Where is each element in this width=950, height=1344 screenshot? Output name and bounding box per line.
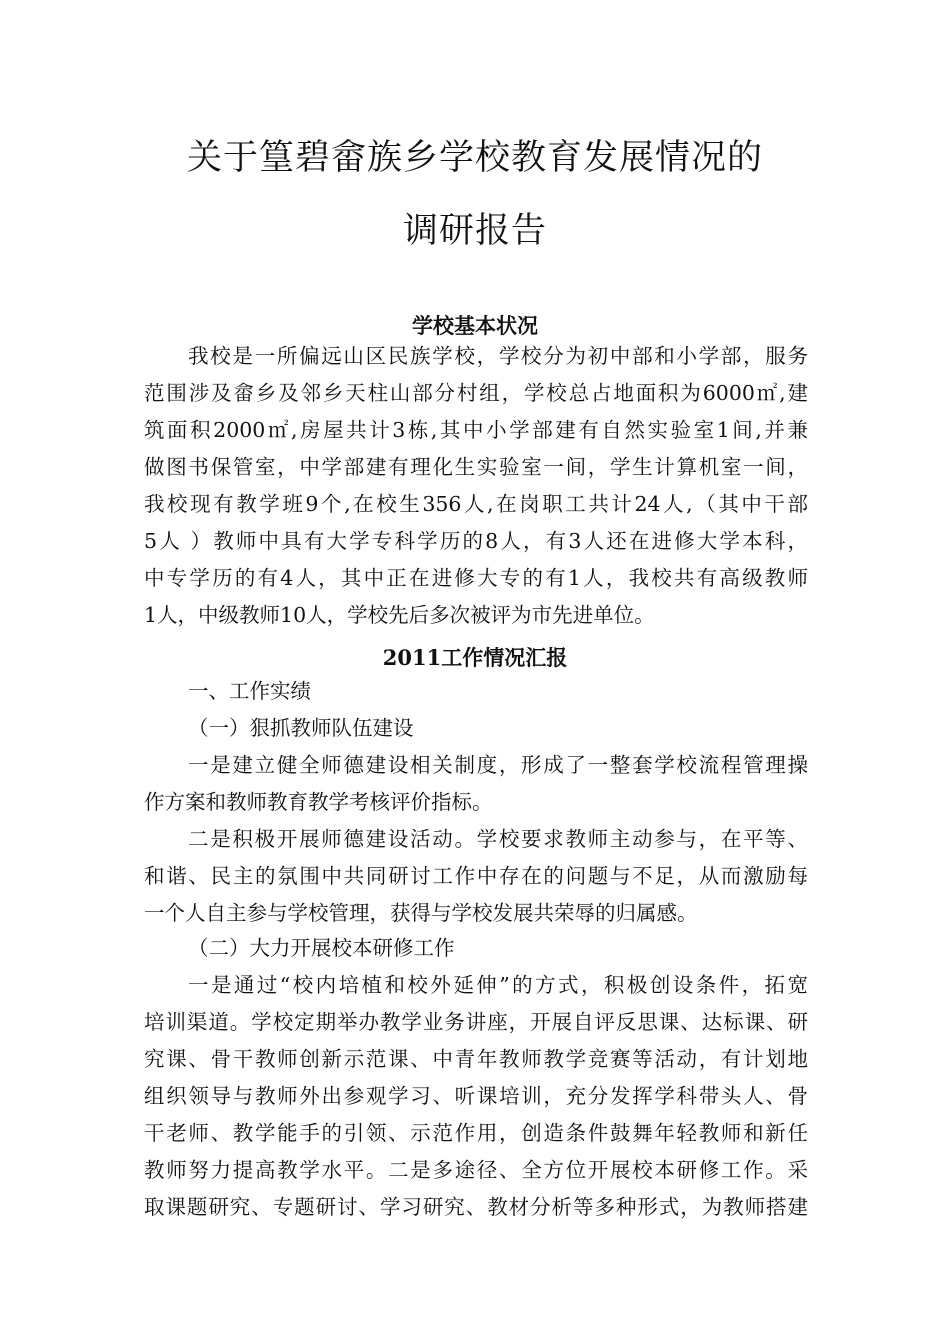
paragraph-line: 一是通过“校内培植和校外延伸”的方式，积极创设条件，拓宽 [188,973,808,997]
paragraph-line: 一是建立健全师德建设相关制度，形成了一整套学校流程管理操 [188,753,808,777]
paragraph-line: 取课题研究、专题研讨、学习研究、教材分析等多种形式，为教师搭建 [144,1195,808,1219]
paragraph-line: 作方案和教师教育教学考核评价指标。 [144,790,493,814]
paragraph-line: 筑面积2000㎡,房屋共计3栋,其中小学部建有自然实验室1间,并兼 [144,418,808,442]
paragraph-line: 我校现有教学班9个,在校生356人,在岗职工共计24人,（其中干部 [144,492,808,516]
paragraph-line: 做图书保管室，中学部建有理化生实验室一间，学生计算机室一间， [144,455,808,479]
paragraph-line: 二是积极开展师德建设活动。学校要求教师主动参与，在平等、 [188,827,808,851]
section-heading-school-status: 学校基本状况 [412,313,538,338]
paragraph-line: 培训渠道。学校定期举办教学业务讲座，开展自评反思课、达标课、研 [144,1010,808,1034]
paragraph-line: 究课、骨干教师创新示范课、中青年教师教学竞赛等活动，有计划地 [144,1047,808,1071]
paragraph-line: 中专学历的有4人，其中正在进修大专的有1人，我校共有高级教师 [144,566,808,590]
paragraph-line: 一个人自主参与学校管理，获得与学校发展共荣辱的归属感。 [144,901,698,925]
subheading-teacher-team: （一）狠抓教师队伍建设 [188,716,414,740]
section-heading-work-report: 2011工作情况汇报 [382,645,568,670]
paragraph-line: 干老师、教学能手的引领、示范作用，创造条件鼓舞年轻教师和新任 [144,1121,808,1145]
paragraph-line: 范围涉及畲乡及邻乡天柱山部分村组，学校总占地面积为6000㎡,建 [144,381,808,405]
paragraph-line: 1人，中级教师10人，学校先后多次被评为市先进单位。 [144,603,655,627]
document-title-line-1: 关于篁碧畲族乡学校教育发展情况的 [186,138,763,178]
subheading-school-training: （二）大力开展校本研修工作 [188,936,455,960]
paragraph-line: 教师努力提高教学水平。二是多途径、全方位开展校本研修工作。采 [144,1158,808,1182]
document-title-line-2: 调研报告 [402,211,547,251]
paragraph-line: 和谐、民主的氛围中共同研讨工作中存在的问题与不足，从而激励每 [144,864,808,888]
paragraph-line: 5人 ）教师中具有大学专科学历的8人，有3人还在进修大学本科， [144,529,808,553]
subheading-achievements: 一、工作实绩 [188,679,311,703]
paragraph-line: 组织领导与教师外出参观学习、听课培训，充分发挥学科带头人、骨 [144,1084,808,1108]
paragraph-line: 我校是一所偏远山区民族学校，学校分为初中部和小学部，服务 [188,344,808,368]
